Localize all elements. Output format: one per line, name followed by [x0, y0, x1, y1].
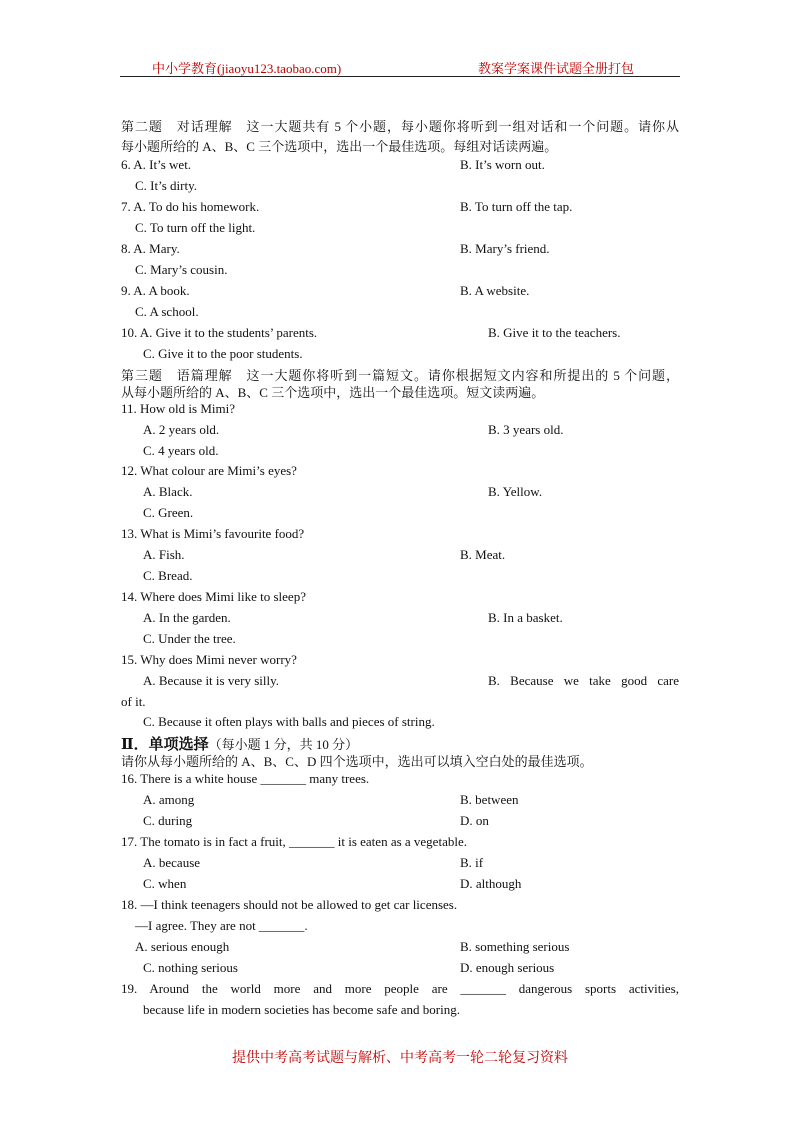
- part2-intro-line2: 每小题所给的 A、B、C 三个选项中，选出一个最佳选项。每组对话读两遍。: [121, 139, 558, 154]
- q13-option-b: B. Meat.: [460, 547, 506, 562]
- q16-option-a: A. among: [143, 792, 195, 807]
- q17-option-d: D. although: [460, 876, 522, 891]
- q17-question: 17. The tomato is in fact a fruit, _______ it is eaten as a vegetable.: [121, 834, 467, 849]
- q16-option-d: D. on: [460, 813, 489, 828]
- q7-option-a: 7. A. To do his homework.: [121, 199, 260, 214]
- part2-intro-line1: 第二题 对话理解 这一大题共有 5 个小题，每小题你将听到一组对话和一个问题。请你从: [121, 119, 679, 134]
- q13-option-c: C. Bread.: [143, 568, 193, 583]
- header-right-text: 教案学案课件试题全册打包: [478, 61, 635, 76]
- header-left-text: 中小学教育(jiaoyu123.taobao.com): [152, 61, 342, 76]
- q14-question: 14. Where does Mimi like to sleep?: [121, 589, 306, 604]
- part3-intro-line1: 第三题 语篇理解 这一大题你将听到一篇短文。请你根据短文内容和所提出的 5 个问题，: [121, 368, 679, 383]
- q13-option-a: A. Fish.: [143, 547, 185, 562]
- q7-option-b: B. To turn off the tap.: [460, 199, 573, 214]
- q15-option-c: C. Because it often plays with balls and pieces of string.: [143, 714, 435, 729]
- q8-option-c: C. Mary’s cousin.: [135, 262, 228, 277]
- q10-option-c: C. Give it to the poor students.: [143, 346, 303, 361]
- q15-question: 15. Why does Mimi never worry?: [121, 652, 297, 667]
- q18-question: 18. —I think teenagers should not be allowed to get car licenses.: [121, 897, 458, 912]
- q6-option-c: C. It’s dirty.: [135, 178, 197, 193]
- q12-question: 12. What colour are Mimi’s eyes?: [121, 463, 297, 478]
- q14-option-b: B. In a basket.: [488, 610, 563, 625]
- q12-option-a: A. Black.: [143, 484, 193, 499]
- q11-question: 11. How old is Mimi?: [121, 401, 235, 416]
- section2-title: Ⅱ．单项选择: [121, 737, 209, 753]
- page-footer: 提供中考高考试题与解析、中考高考一轮二轮复习资料: [232, 1051, 568, 1066]
- q18-response: —I agree. They are not _______.: [135, 918, 308, 933]
- q6-option-b: B. It’s worn out.: [460, 157, 545, 172]
- q13-question: 13. What is Mimi’s favourite food?: [121, 526, 305, 541]
- q18-option-d: D. enough serious: [460, 960, 555, 975]
- q15-option-a: A. Because it is very silly.: [143, 673, 279, 688]
- part3-intro-line2: 从每小题所给的 A、B、C 三个选项中，选出一个最佳选项。短文读两遍。: [121, 385, 545, 400]
- q9-option-a: 9. A. A book.: [121, 283, 190, 298]
- q6-option-a: 6. A. It’s wet.: [121, 157, 192, 172]
- q18-option-b: B. something serious: [460, 939, 570, 954]
- q7-option-c: C. To turn off the light.: [135, 220, 256, 235]
- q12-option-c: C. Green.: [143, 505, 194, 520]
- section2-instruction: 请你从每小题所给的 A、B、C、D 四个选项中，选出可以填入空白处的最佳选项。: [121, 754, 593, 769]
- q18-option-a: A. serious enough: [135, 939, 230, 954]
- q19-question: 19. Around the world more and more people are _______ dangerous sports activities,: [121, 981, 679, 996]
- q16-option-c: C. during: [143, 813, 193, 828]
- q10-option-b: B. Give it to the teachers.: [488, 325, 621, 340]
- q16-option-b: B. between: [460, 792, 519, 807]
- q17-option-c: C. when: [143, 876, 187, 891]
- section2-note: （每小题 1 分，共 10 分）: [208, 737, 359, 752]
- q14-option-a: A. In the garden.: [143, 610, 231, 625]
- q19-question-continued: because life in modern societies has become safe and boring.: [143, 1002, 460, 1017]
- q17-option-a: A. because: [143, 855, 201, 870]
- q10-option-a: 10. A. Give it to the students’ parents.: [121, 325, 318, 340]
- q18-option-c: C. nothing serious: [143, 960, 238, 975]
- q8-option-a: 8. A. Mary.: [121, 241, 180, 256]
- q9-option-c: C. A school.: [135, 304, 199, 319]
- q17-option-b: B. if: [460, 855, 484, 870]
- q11-option-c: C. 4 years old.: [143, 443, 219, 458]
- q11-option-a: A. 2 years old.: [143, 422, 220, 437]
- q12-option-b: B. Yellow.: [488, 484, 543, 499]
- q11-option-b: B. 3 years old.: [488, 422, 564, 437]
- q8-option-b: B. Mary’s friend.: [460, 241, 550, 256]
- q15-option-b: B. Because we take good care: [488, 673, 679, 688]
- q16-question: 16. There is a white house _______ many trees.: [121, 771, 370, 786]
- q14-option-c: C. Under the tree.: [143, 631, 236, 646]
- page-header: [120, 56, 680, 77]
- q15-option-b-continued: of it.: [121, 694, 146, 709]
- q9-option-b: B. A website.: [460, 283, 530, 298]
